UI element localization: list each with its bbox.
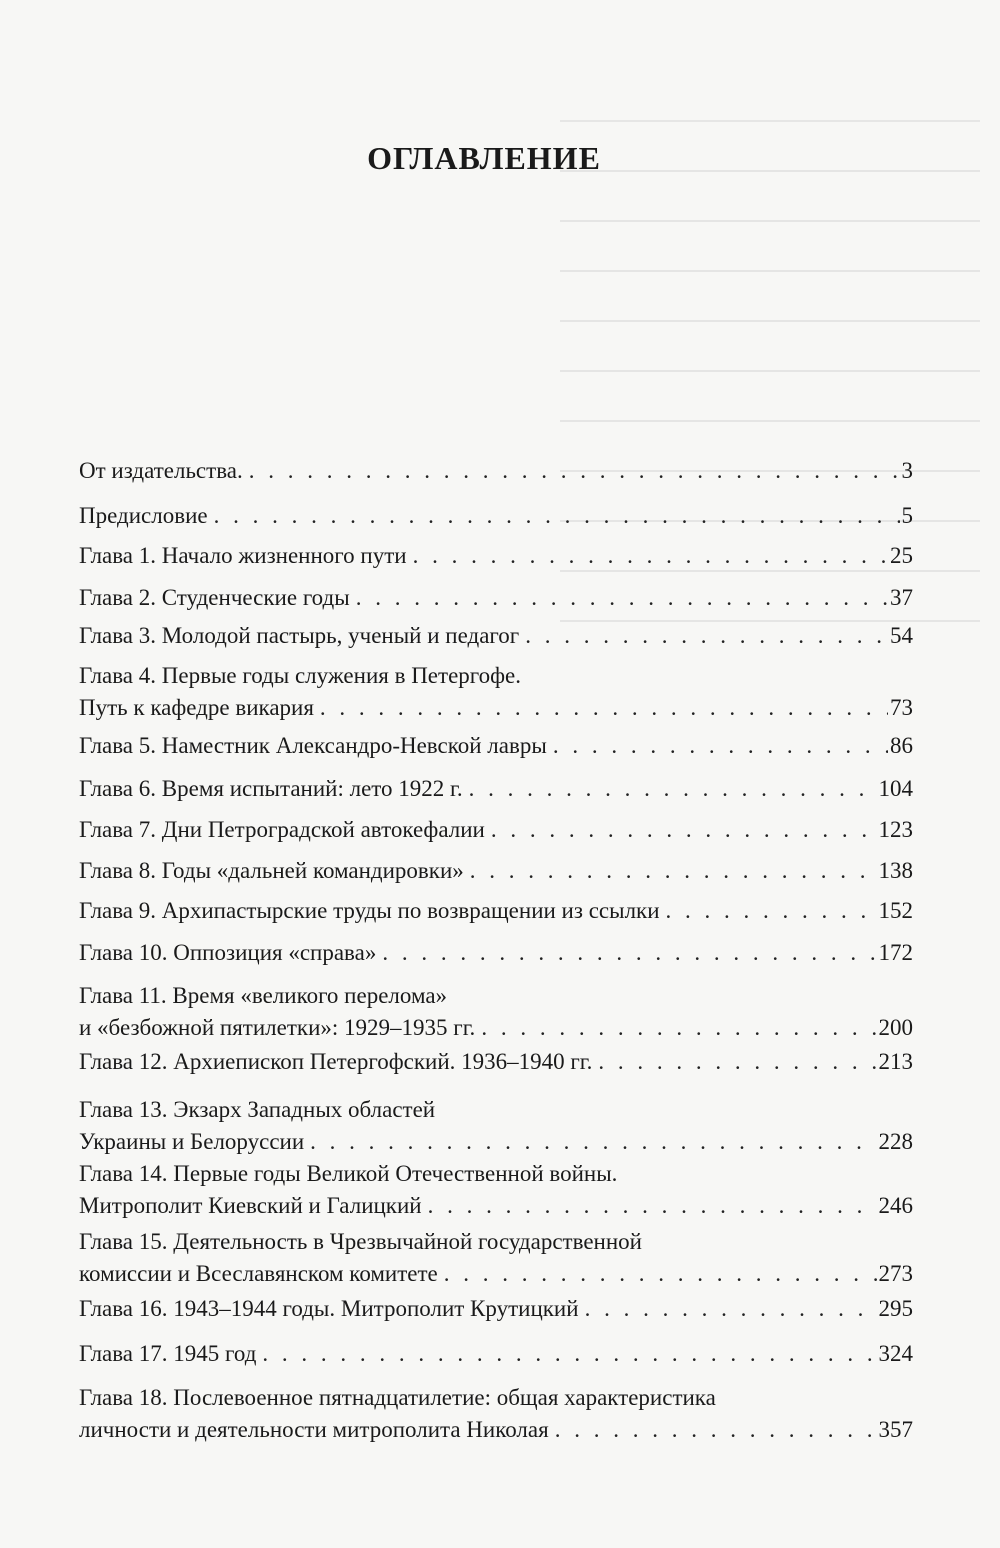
entry-title: Глава 10. Оппозиция «справа» — [79, 940, 377, 965]
leader-dots — [444, 1258, 877, 1290]
toc-entry — [79, 582, 913, 614]
entry-title-continued: и «безбожной пятилетки»: 1929–1935 гг. — [79, 1015, 476, 1040]
leader-dots — [320, 692, 888, 724]
toc-entry — [79, 855, 913, 887]
toc-entry — [79, 1226, 913, 1290]
entry-title: Глава 12. Архиепископ Петергофский. 1936–1940 гг. — [79, 1049, 593, 1074]
page-number: 172 — [878, 940, 913, 965]
leader-dots — [491, 814, 877, 846]
page-number: 5 — [901, 503, 913, 528]
page-number: 152 — [878, 898, 913, 923]
entry-title: Глава 6. Время испытаний: лето 1922 г. — [79, 776, 463, 801]
entry-title: Глава 14. Первые годы Великой Отечественной войны. — [79, 1161, 618, 1186]
page-number: 295 — [878, 1296, 913, 1321]
entry-title: Глава 13. Экзарх Западных областей — [79, 1097, 436, 1122]
entry-title-continued: Украины и Белоруссии — [79, 1129, 305, 1154]
entry-title: Глава 11. Время «великого перелома» — [79, 983, 448, 1008]
toc-entry — [79, 814, 913, 846]
entry-title: Глава 15. Деятельность в Чрезвычайной государственной — [79, 1229, 642, 1254]
page-number: 200 — [878, 1015, 913, 1040]
toc-entry — [79, 620, 913, 652]
leader-dots — [262, 1338, 876, 1370]
toc-entry — [79, 1293, 913, 1325]
entry-title-continued: Митрополит Киевский и Галицкий — [79, 1193, 422, 1218]
entry-title: Глава 8. Годы «дальней командировки» — [79, 858, 464, 883]
page-number: 25 — [890, 543, 913, 568]
leader-dots — [310, 1126, 876, 1158]
entry-title: Глава 4. Первые годы служения в Петергофе. — [79, 663, 521, 688]
leader-dots — [249, 455, 900, 487]
page-number: 37 — [890, 585, 913, 610]
entry-title-continued: Путь к кафедре викария — [79, 695, 314, 720]
toc-entry — [79, 500, 913, 532]
toc-entry — [79, 660, 913, 724]
toc-entry — [79, 1094, 913, 1158]
leader-dots — [525, 620, 888, 652]
leader-dots — [585, 1293, 877, 1325]
toc-entry — [79, 937, 913, 969]
page-number: 228 — [878, 1129, 913, 1154]
toc-entry — [79, 455, 913, 487]
toc-entry — [79, 773, 913, 805]
leader-dots — [214, 500, 900, 532]
entry-title: Глава 7. Дни Петроградской автокефалии — [79, 817, 485, 842]
leader-dots — [481, 1012, 876, 1044]
toc-entry — [79, 730, 913, 762]
entry-title: Предисловие — [79, 503, 208, 528]
entry-title-continued: комиссии и Всеславянском комитете — [79, 1261, 438, 1286]
entry-title: Глава 5. Наместник Александро-Невской лавры — [79, 733, 547, 758]
leader-dots — [413, 540, 888, 572]
entry-title: Глава 3. Молодой пастырь, ученый и педагог — [79, 623, 520, 648]
entry-title: Глава 17. 1945 год — [79, 1341, 257, 1366]
leader-dots — [555, 1414, 877, 1446]
toc-entry — [79, 1158, 913, 1222]
toc-entry — [79, 1338, 913, 1370]
page-number: 273 — [878, 1261, 913, 1286]
page-number: 357 — [878, 1417, 913, 1442]
page-number: 324 — [878, 1341, 913, 1366]
entry-title: Глава 1. Начало жизненного пути — [79, 543, 407, 568]
leader-dots — [553, 730, 888, 762]
toc-entry — [79, 895, 913, 927]
page-number: 73 — [890, 695, 913, 720]
entry-title: Глава 2. Студенческие годы — [79, 585, 350, 610]
entry-title: От издательства. — [79, 458, 243, 483]
leader-dots — [356, 582, 888, 614]
leader-dots — [470, 855, 877, 887]
page-number: 54 — [890, 623, 913, 648]
leader-dots — [666, 895, 877, 927]
toc-entry — [79, 1382, 913, 1446]
page-title: ОГЛАВЛЕНИЕ — [367, 140, 601, 176]
leader-dots — [382, 937, 876, 969]
entry-title: Глава 16. 1943–1944 годы. Митрополит Крутицкий — [79, 1296, 579, 1321]
leader-dots — [598, 1046, 876, 1078]
page-number: 104 — [878, 776, 913, 801]
page-number: 3 — [901, 458, 913, 483]
leader-dots — [428, 1190, 877, 1222]
page-number: 86 — [890, 733, 913, 758]
page-number: 123 — [878, 817, 913, 842]
page-number: 213 — [878, 1049, 913, 1074]
toc-entry — [79, 980, 913, 1044]
entry-title-continued: личности и деятельности митрополита Николая — [79, 1417, 549, 1442]
entry-title: Глава 9. Архипастырские труды по возвращении из ссылки — [79, 898, 660, 923]
page-number: 138 — [878, 858, 913, 883]
toc-entry — [79, 1046, 913, 1078]
toc-entry — [79, 540, 913, 572]
entry-title: Глава 18. Послевоенное пятнадцатилетие: общая характеристика — [79, 1385, 716, 1410]
leader-dots — [469, 773, 877, 805]
page-number: 246 — [878, 1193, 913, 1218]
